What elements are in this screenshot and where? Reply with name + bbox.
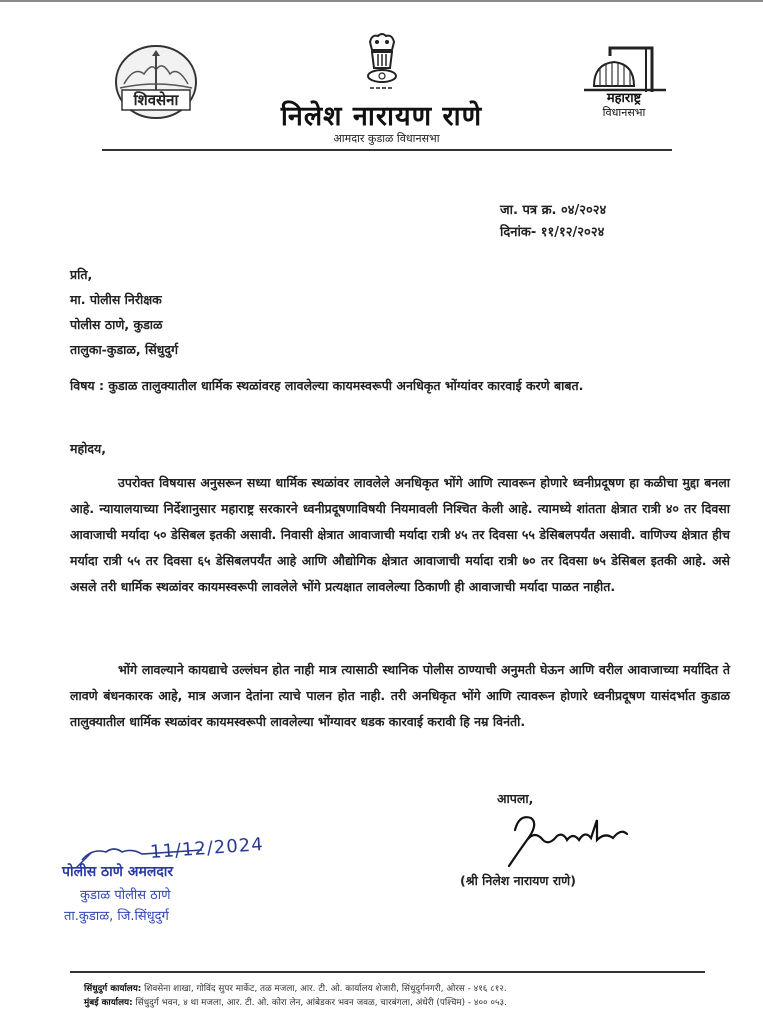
addressee-line3: तालुका-कुडाळ, सिंधुदुर्ग <box>70 342 179 357</box>
header-divider <box>102 149 672 151</box>
body-paragraph-2: भोंगे लावल्याने कायद्याचे उल्लंघन होत नाही मात्र त्यासाठी स्थानिक पोलीस ठाण्याची अनुमती घेऊन आणि वरील आवाजाच्या मर्यादित ते लावणे बंधनकारक आहे, मात्र अजान देतांना त्याचे पालन होत नाही. तरी अनधिकृत भोंगे आणि त्यावरून होणारे ध्वनीप्रदूषण यासंदर्भात कुडाळ तालुक्यातील धार्मिक स्थळांवर कायमस्वरूपी लावलेल्या भोंग्यावर धडक कारवाई करावी हि नम्र विनंती. <box>70 662 730 729</box>
footer-office2-address: सिंधुदुर्ग भवन, ४ था मजला, आर. टी. ओ. कोरा लेन, आंबेडकर भवन जवळ, चारबंगला, अंधेरी (पश्चिम) - ४०० ०५३. <box>135 998 507 1008</box>
stamp-handwritten-date: 11/12/2024 <box>149 834 265 863</box>
vidhan-sabha-label-line1: महाराष्ट्र <box>606 91 642 106</box>
subject-line: विषय : कुडाळ तालुक्यातील धार्मिक स्थळांवरह लावलेल्या कायमस्वरूपी अनधिकृत भोंग्यांवर कारवाई करणे बाबत. <box>70 378 584 393</box>
footer-divider <box>70 971 705 973</box>
addressee-block <box>70 262 178 362</box>
signatory-name: (श्री निलेश नारायण राणे) <box>460 873 576 888</box>
letter-date: दिनांक- ११/१२/२०२४ <box>500 225 605 240</box>
vidhan-sabha-label-line2: विधानसभा <box>602 106 646 119</box>
footer-office2 <box>84 996 724 1010</box>
addressee-line1: मा. पोलीस निरीक्षक <box>70 292 162 307</box>
footer-addresses <box>84 982 724 1010</box>
footer-office1 <box>84 982 724 996</box>
footer-office1-address: शिवसेना शाखा, गोविंद सुपर मार्केट, तळ मजला, आर. टी. ओ. कार्यालय शेजारी, सिंधुदुर्गनगरी, ओरस - ४१६ ८१२. <box>144 984 507 994</box>
salutation: महोदय, <box>70 441 106 456</box>
left-logo-label: शिवसेना <box>133 91 179 109</box>
letterhead-name: निलेश नारायण राणे <box>280 101 483 132</box>
top-edge-line <box>0 0 763 2</box>
footer-office2-label: मुंबई कार्यालय: <box>84 998 133 1008</box>
body-paragraph-1: उपरोक्त विषयास अनुसरून सध्या धार्मिक स्थळांवर लावलेले अनधिकृत भोंगे आणि त्यावरून होणारे ध्वनीप्रदूषण हा कळीचा मुद्दा बनला आहे. न्यायालयाच्या निर्देशानुसार महाराष्ट्र सरकारने ध्वनीप्रदूषणाविषयी नियमावली निश्चित केली आहे. त्यामध्ये शांतता क्षेत्रात रात्री ४० तर दिवसा आवाजाची मर्यादा ५० डेसिबल इतकी असावी. निवासी क्षेत्रात आवाजाची मर्यादा रात्री ४५ तर दिवसा ५५ डेसिबलपर्यंत असावी. वाणिज्य क्षेत्रात हीच मर्यादा रात्री ५५ तर दिवसा ६५ डेसिबलपर्यंत आहे आणि औद्योगिक क्षेत्रात आवाजाची मर्यादा रात्री ७० तर दिवसा ७५ डेसिबल इतकी आहे. असे असले तरी धार्मिक स्थळांवर कायमस्वरूपी लावलेले भोंगे प्रत्यक्षात लावलेल्या ठिकाणी ही आवाजाची मर्यादा पाळत नाहीत. <box>70 475 730 594</box>
signature-icon <box>505 810 635 870</box>
national-emblem-icon <box>362 32 402 92</box>
footer-office1-label: सिंधुदुर्ग कार्यालय: <box>84 984 142 994</box>
stamp-line1: पोलीस ठाणे अमलदार <box>62 864 174 880</box>
letterhead-designation: आमदार कुडाळ विधानसभा <box>333 132 440 145</box>
addressee-to: प्रति, <box>70 267 93 282</box>
stamp-line3: ता.कुडाळ, जि.सिंधुदुर्ग <box>64 909 169 924</box>
letter-number: जा. पत्र क्र. ०४/२०२४ <box>500 203 607 218</box>
reference-block <box>500 200 606 244</box>
addressee-line2: पोलीस ठाणे, कुडाळ <box>70 317 163 332</box>
closing: आपला, <box>497 791 534 806</box>
stamp-line2: कुडाळ पोलीस ठाणे <box>80 888 171 903</box>
